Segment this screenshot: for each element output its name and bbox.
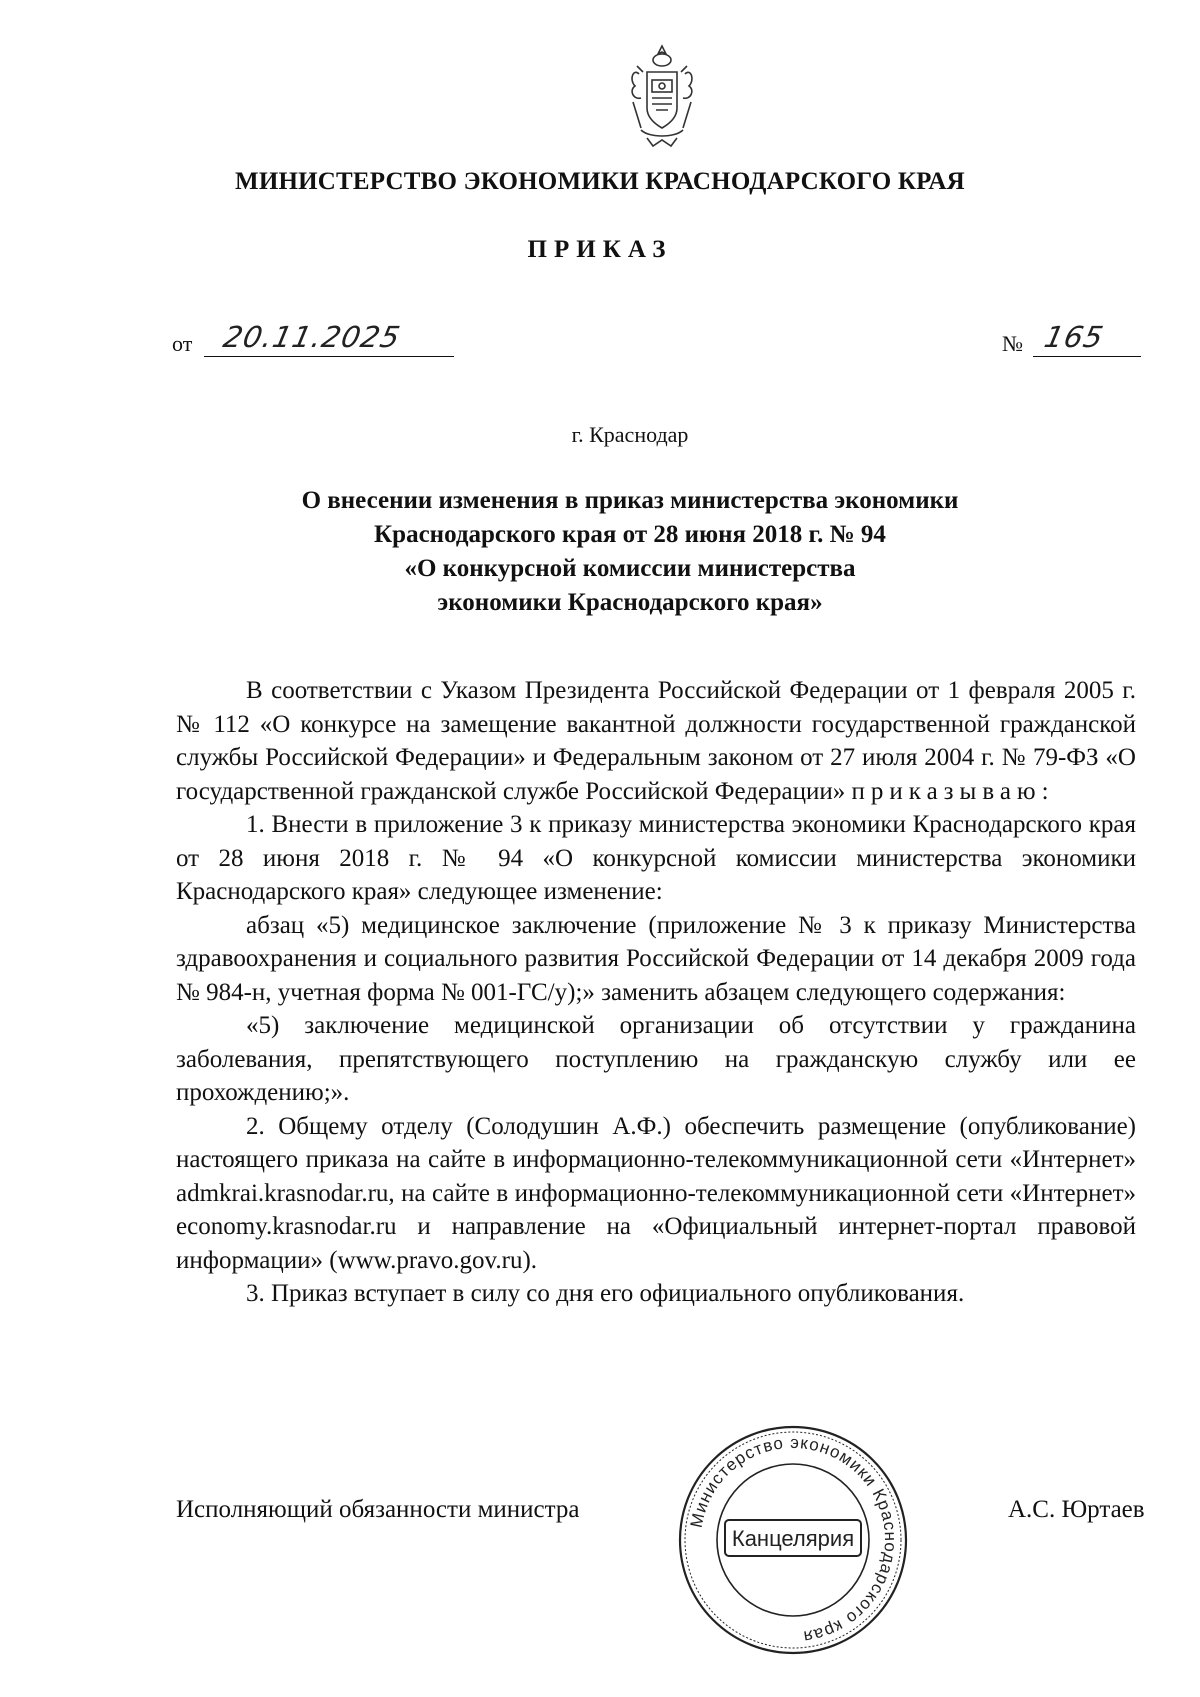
preamble-paragraph [176,674,1136,808]
date-label: от [172,331,193,356]
order-subject [200,484,1060,620]
order-date [172,320,454,357]
subject-line: Краснодарского края от 28 июня 2018 г. № 94 [374,521,886,548]
item-1: 1. Внести в приложение 3 к приказу министерства экономики Краснодарского края от 28 июня 2018 г. № 94 «О конкурсной комиссии министерства экономики Краснодарского края» следующее изменение: [176,811,1136,905]
subject-line: «О конкурсной комиссии министерства [404,555,856,582]
order-body [176,674,1136,1311]
preamble-text: В соответствии с Указом Президента Российской Федерации от 1 февраля 2005 г. № 112 «О конкурсе на замещение вакантной должности государственной гражданской службы Российской Федерации» и Федеральным законом от 27 июля 2004 г. № 79-ФЗ «О государственной гражданской службе Российской Федерации» [176,677,1136,805]
city: г. Краснодар [571,422,689,447]
stamp-center-text: Канцелярия [731,1526,855,1551]
item-2: 2. Общему отделу (Солодушин А.Ф.) обеспечить размещение (опубликование) настоящего приказа на сайте в информационно-телекоммуникационной сети «Интернет» admkrai.krasnodar.ru, на сайте в информационно-телекоммуникационной сети «Интернет» economy.krasnodar.ru и направление на «Официальный интернет-портал правовой информации» (www.pravo.gov.ru). [176,1112,1136,1274]
ministry-name: МИНИСТЕРСТВО ЭКОНОМИКИ КРАСНОДАРСКОГО КРАЯ [235,168,965,195]
item-1-old-text: абзац «5) медицинское заключение (приложение № 3 к приказу Министерства здравоохранения и социального развития Российской Федерации от 14 декабря 2009 года № 984-н, учетная форма № 001-ГС/у);» заменить абзацем следующего содержания: [176,911,1136,1006]
signer-name: А.С. Юртаев [1008,1496,1145,1523]
subject-line: О внесении изменения в приказ министерства экономики [301,487,959,514]
document-type: ПРИКАЗ [527,236,673,263]
item-3: 3. Приказ вступает в силу со дня его официального опубликования. [246,1280,965,1307]
coat-of-arms-emblem [623,42,701,152]
handwritten-number: 165 [1040,320,1107,354]
date-underline [204,320,454,357]
order-number [1002,320,1141,357]
number-label: № [1002,331,1023,356]
order-word: приказываю: [851,777,1055,805]
item-1-new-text: «5) заключение медицинской организации об отсутствии у гражданина заболевания, препятствующего поступлению на гражданскую службу или ее прохождению;». [176,1012,1136,1106]
number-underline [1033,320,1141,357]
signer-title: Исполняющий обязанности министра [176,1496,580,1523]
office-stamp [673,1420,913,1660]
handwritten-date: 20.11.2025 [220,320,404,354]
subject-line: экономики Краснодарского края» [437,589,823,616]
stamp-outer-text: Министерство экономики Краснодарского края [686,1432,901,1647]
